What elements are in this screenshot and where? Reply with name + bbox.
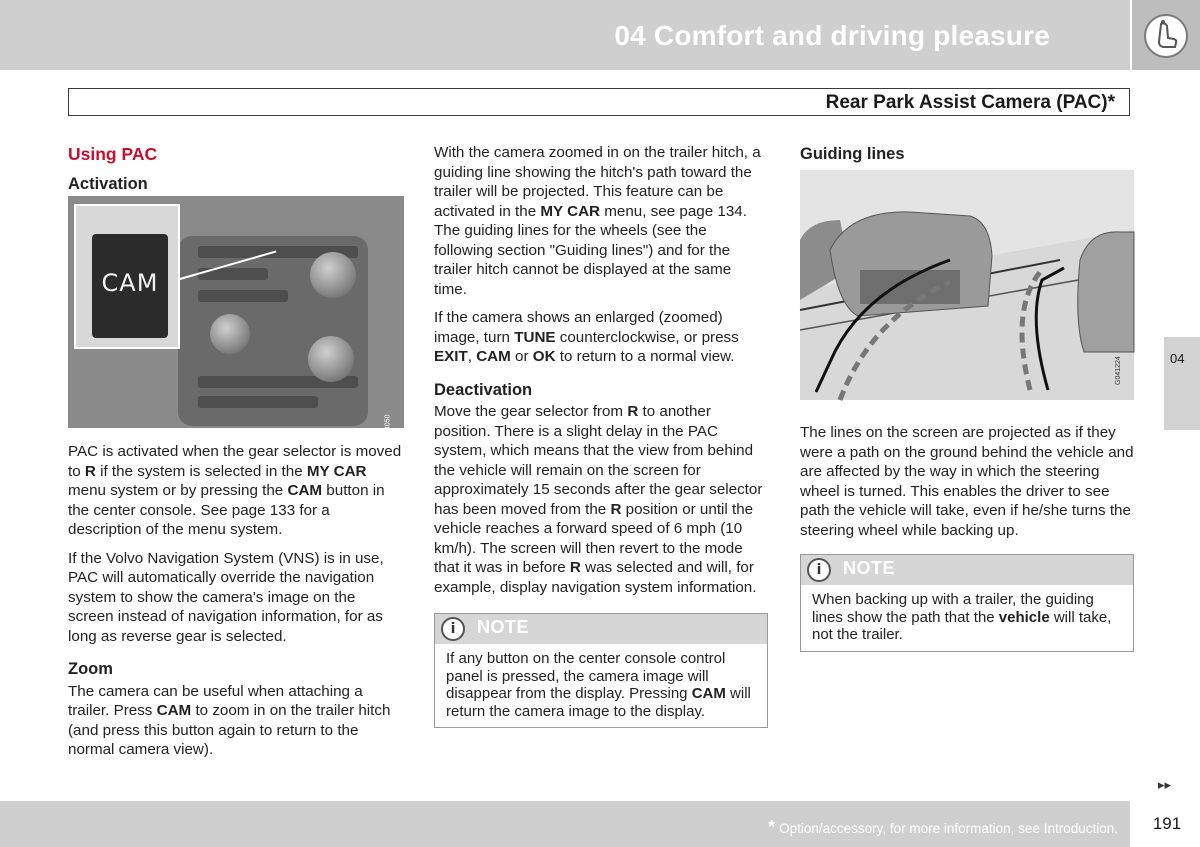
guiding-lines-heading: Guiding lines [800, 145, 905, 163]
section-title: Rear Park Assist Camera (PAC)* [825, 92, 1115, 113]
footer-band [0, 801, 1130, 847]
console-button-row [198, 396, 318, 408]
chapter-icon-box [1132, 0, 1200, 70]
continue-arrow-icon: ▸▸ [1158, 778, 1172, 793]
console-button-row [198, 290, 288, 302]
zoom-paragraph: The camera can be useful when attaching a trailer. Press CAM to zoom in on the trailer hitch (and press this button again to return to the normal camera view). [68, 682, 391, 758]
chapter-side-tab [1164, 337, 1200, 430]
note-box [800, 554, 1134, 652]
seat-icon [1144, 14, 1188, 58]
cam-button-inset [74, 204, 180, 349]
parked-car-right [1078, 231, 1134, 351]
zoom-return-paragraph: If the camera shows an enlarged (zoomed) image, turn TUNE counterclockwise, or press EXIT, CAM or OK to return to a normal view. [434, 309, 739, 365]
footnote [768, 817, 1118, 838]
cam-label: CAM [101, 269, 159, 297]
section-bar [68, 88, 1130, 116]
note-header [435, 614, 767, 644]
guiding-lines-paragraph: The lines on the screen are projected as if they were a path on the ground behind the vehicle and are affected by the way in which the steering wheel is turned. This enables the driver to see path the vehicle will take, even if he/she turns the steering wheel while backing up. [800, 424, 1134, 539]
note-body: When backing up with a trailer, the guiding lines show the path that the vehicle will take, not the trailer. [812, 591, 1112, 643]
center-console-photo [68, 196, 404, 443]
image-code: G041224 [1115, 355, 1122, 385]
column-1 [68, 143, 404, 769]
using-pac-heading: Using PAC [68, 144, 158, 164]
car-rear [860, 270, 960, 304]
note-body: If any button on the center console control panel is pressed, the camera image will disappear from the display. Pressing CAM will return the camera image to the display. [446, 650, 751, 720]
note-box [434, 613, 768, 728]
footnote-star: * [768, 817, 776, 837]
deactivation-paragraph: Move the gear selector from R to another position. There is a slight delay in the PAC system, which means that the view from behind the vehicle will remain on the screen for approximately 15 seconds after the gear selector has been moved from the R position or until the vehicle reaches a forward speed of 6 mph (10 km/h). The screen will then revert to the mode that it was in before R was selected and will, for example, display navigation system information. [434, 403, 763, 596]
guiding-lines-image [800, 170, 1134, 400]
vns-paragraph: If the Volvo Navigation System (VNS) is in use, PAC will automatically override the navigation system to show the camera's image on the screen instead of navigation information, for as long as reverse gear is selected. [68, 549, 384, 645]
info-icon: i [807, 558, 831, 582]
zoom-heading: Zoom [68, 660, 113, 678]
fan-knob [210, 314, 250, 354]
cam-button [92, 234, 168, 338]
image-code: G044050 [384, 414, 392, 443]
chapter-tab-label: 04 [1170, 351, 1185, 366]
chapter-title: 04 Comfort and driving pleasure [614, 20, 1050, 51]
column-3 [800, 143, 1134, 652]
note-header [801, 555, 1133, 585]
note-label: NOTE [477, 617, 530, 637]
climate-knob [308, 336, 354, 382]
activation-heading: Activation [68, 174, 148, 193]
deactivation-heading: Deactivation [434, 380, 533, 399]
page-number: 191 [1152, 814, 1182, 833]
footnote-text: Option/accessory, for more information, see Introduction. [779, 821, 1118, 836]
activation-paragraph: PAC is activated when the gear selector is moved to R if the system is selected in the MY CAR menu system or by pressing the CAM button in the center console. See page 133 for a description of the menu system. [68, 443, 402, 538]
volume-knob [310, 252, 356, 298]
chapter-header-band [0, 0, 1130, 70]
note-label: NOTE [843, 558, 896, 578]
trailer-hitch-paragraph: With the camera zoomed in on the trailer hitch, a guiding line showing the hitch's path toward the trailer will be projected. This feature can be activated in the MY CAR menu, see page 134. The guiding lines for the wheels (see the following section "Guiding lines") and for the trailer hitch cannot be displayed at the same time. [434, 144, 761, 298]
info-icon: i [441, 617, 465, 641]
column-2 [434, 143, 768, 728]
